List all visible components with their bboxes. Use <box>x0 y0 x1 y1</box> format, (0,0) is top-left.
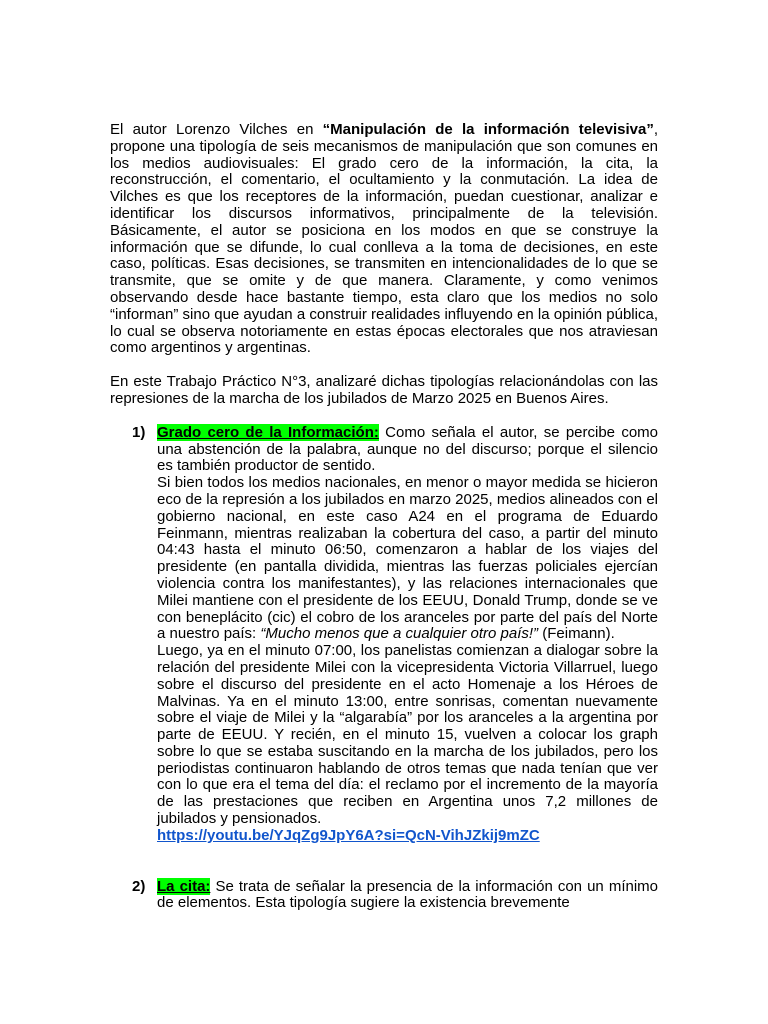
youtube-link[interactable]: https://youtu.be/YJqZg9JpY6A?si=QcN-VihJZkij9mZC <box>157 826 540 844</box>
item-paragraph: Si bien todos los medios nacionales, en menor o mayor medida se hicieron eco de la represión a los jubilados en marzo 2025, medios alineados con el gobierno nacional, en este caso A24 en el programa de Eduardo Feinmann, mientras realizaban la cobertura del caso, a partir del minuto 04:43 hasta el minuto 06:50, comenzaron a hablar de los viajes del presidente (en pantalla dividida, mientras las fuerzas policiales ejercían violencia contra los manifestantes), y las relaciones internacionales que Milei mantiene con el presidente de los EEUU, Donald Trump, donde se ve con beneplácito (cic) el cobro de los aranceles por parte del país del Norte a nuestro país: <box>157 474 658 643</box>
item-heading: La cita: <box>157 877 211 895</box>
item-paragraph-end: (Feimann). <box>538 625 615 643</box>
book-title: “Manipulación de la información televisiva” <box>322 121 654 138</box>
document-page <box>110 122 658 912</box>
list-item-1 <box>110 425 658 845</box>
item-quote: “Mucho menos que a cualquier otro país!” <box>260 625 539 643</box>
intro-paragraph <box>110 122 658 357</box>
item-paragraph: Luego, ya en el minuto 07:00, los panelistas comienzan a dialogar sobre la relación del presidente Milei con la vicepresidenta Victoria Villarruel, luego sobre el discurso del presidente en el acto Homenaje a los Héroes de Malvinas. Ya en el minuto 13:00, entre sonrisas, comentan nuevamente sobre el viaje de Milei y la “algarabía” por los aranceles a la argentina por parte de EEUU. Y recién, en el minuto 15, vuelven a colocar los graph sobre lo que se estaba suscitando en la marcha de los jubilados, pero los periodistas continuaron hablando de otros temas que nada tenían que ver con lo que era el tema del día: el reclamo por el incremento de la mayoría de las prestaciones que reciben en Argentina unos 7,2 millones de jubilados y pensionados. <box>157 642 658 828</box>
list-number: 1) <box>132 423 146 441</box>
context-paragraph: En este Trabajo Práctico N°3, analizaré dichas tipologías relacionándolas con las represiones de la marcha de los jubilados de Marzo 2025 en Buenos Aires. <box>110 373 658 407</box>
item-heading: Grado cero de la Información: <box>157 423 379 441</box>
item-lead: Como señala el autor, se percibe como una abstención de la palabra, aunque no del discurso; porque el silencio es también productor de sentido. <box>157 423 658 475</box>
intro-text-b: , propone una tipología de seis mecanismos de manipulación que son comunes en los medios audiovisuales: El grado cero de la información, la cita, la reconstrucción, el comentario, el ocultamiento y la conmutación. La idea de Vilches es que los receptores de la información, puedan cuestionar, analizar e identificar los discursos informativos, principalmente de la televisión. Básicamente, el autor se posiciona en los modos en que se construye la información que se difunde, lo cual conlleva a la toma de decisiones, en este caso, políticas. Esas decisiones, se transmiten en intencionalidades de lo que se transmite, que se omite y de que manera. Claramente, y como venimos observando desde hace bastante tiempo, esta claro que los medios no solo “informan” sino que ayudan a construir realidades influyendo en la opinión pública, lo cual se observa notoriamente en estas épocas electorales que nos atraviesan como argentinos y argentinas. <box>110 121 658 357</box>
intro-text-a: El autor Lorenzo Vilches en <box>110 121 323 138</box>
item-lead: Se trata de señalar la presencia de la información con un mínimo de elementos. Esta tipología sugiere la existencia brevemente <box>157 877 658 912</box>
list-item-2 <box>110 879 658 913</box>
list-number: 2) <box>132 877 146 895</box>
